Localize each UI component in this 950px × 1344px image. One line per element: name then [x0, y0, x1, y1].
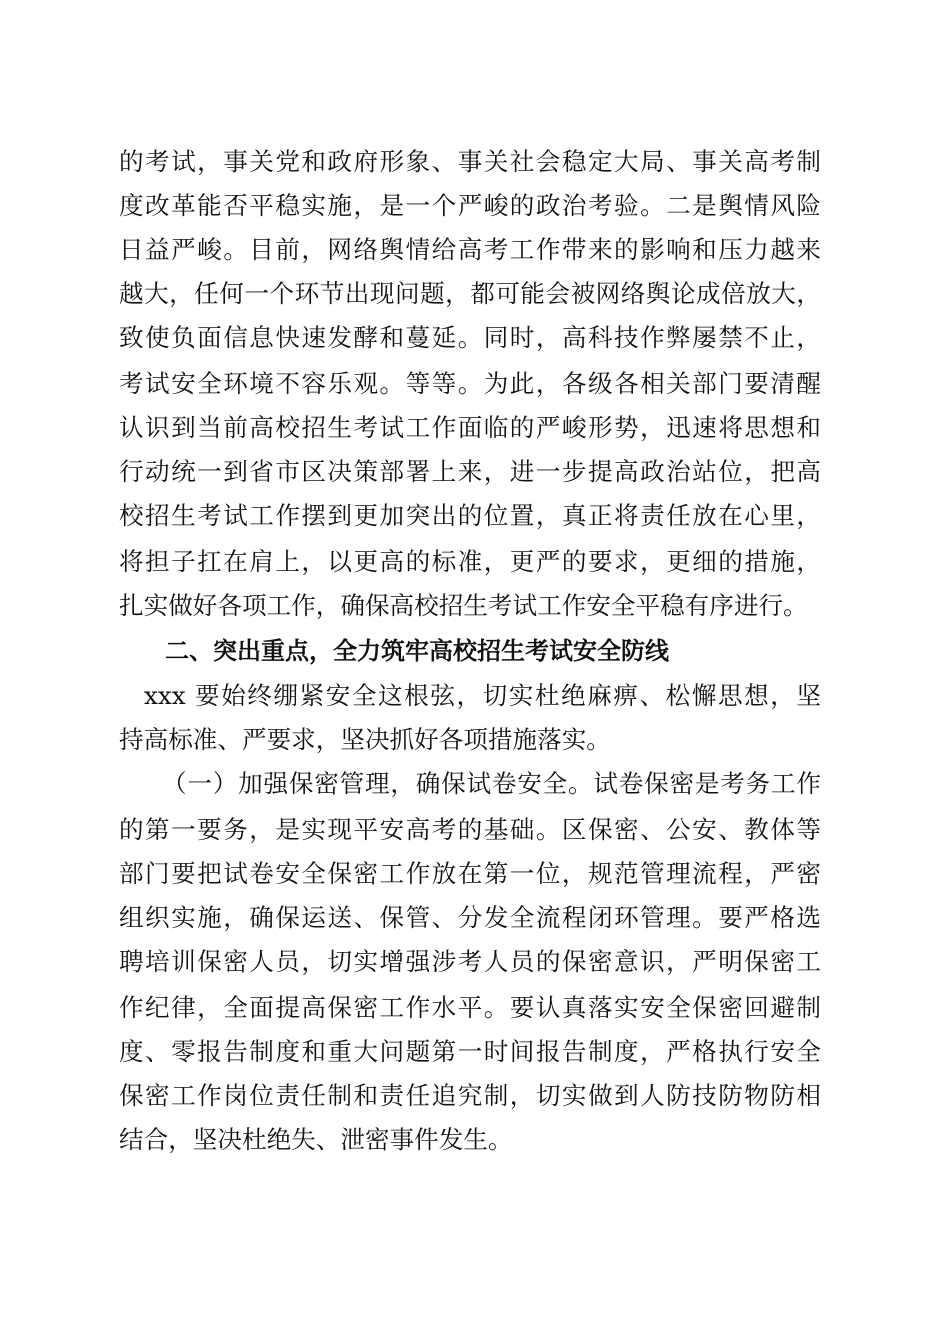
- paragraph-1-line-8: 行动统一到省市区决策部署上来，进一步提高政治站位，把高: [119, 457, 821, 486]
- paragraph-1-line-3: 日益严峻。目前，网络舆情给高考工作带来的影响和压力越来: [119, 235, 821, 264]
- paragraph-3-line-7: 度、零报告制度和重大问题第一时间报告制度，严格执行安全: [119, 1037, 821, 1066]
- paragraph-3-line-9: 结合，坚决杜绝失、泄密事件发生。: [119, 1125, 513, 1154]
- paragraph-2-line-2: 持高标准、严要求，坚决抓好各项措施落实。: [119, 725, 611, 754]
- paragraph-1-line-6: 考试安全环境不容乐观。等等。为此，各级各相关部门要清醒: [119, 369, 821, 398]
- paragraph-2-line-1: xxx 要始终绷紧安全这根弦，切实杜绝麻痹、松懈思想，坚: [144, 681, 821, 710]
- paragraph-3-line-5: 聘培训保密人员，切实增强涉考人员的保密意识，严明保密工: [119, 947, 821, 976]
- paragraph-3-line-1: （一）加强保密管理，确保试卷安全。试卷保密是考务工作: [162, 769, 821, 798]
- paragraph-3-line-2: 的第一要务，是实现平安高考的基础。区保密、公安、教体等: [119, 815, 821, 844]
- paragraph-1-line-10: 将担子扛在肩上，以更高的标准，更严的要求，更细的措施，: [119, 547, 821, 576]
- paragraph-1-line-5: 致使负面信息快速发酵和蔓延。同时，高科技作弊屡禁不止，: [119, 323, 821, 352]
- paragraph-1-line-7: 认识到当前高校招生考试工作面临的严峻形势，迅速将思想和: [119, 413, 821, 442]
- paragraph-3-line-6: 作纪律，全面提高保密工作水平。要认真落实安全保密回避制: [119, 993, 821, 1022]
- paragraph-1-line-11: 扎实做好各项工作，确保高校招生考试工作安全平稳有序进行。: [119, 591, 808, 620]
- section-heading: 二、突出重点，全力筑牢高校招生考试安全防线: [165, 637, 669, 665]
- paragraph-1-line-1: 的考试，事关党和政府形象、事关社会稳定大局、事关高考制: [119, 147, 821, 176]
- paragraph-3-line-3: 部门要把试卷安全保密工作放在第一位，规范管理流程，严密: [119, 859, 821, 888]
- paragraph-1-line-9: 校招生考试工作摆到更加突出的位置，真正将责任放在心里，: [119, 501, 821, 530]
- paragraph-3-line-4: 组织实施，确保运送、保管、分发全流程闭环管理。要严格选: [119, 903, 821, 932]
- paragraph-3-line-8: 保密工作岗位责任制和责任追究制，切实做到人防技防物防相: [119, 1081, 821, 1110]
- paragraph-1-line-4: 越大，任何一个环节出现问题，都可能会被网络舆论成倍放大，: [119, 279, 821, 308]
- paragraph-1-line-2: 度改革能否平稳实施，是一个严峻的政治考验。二是舆情风险: [119, 191, 821, 220]
